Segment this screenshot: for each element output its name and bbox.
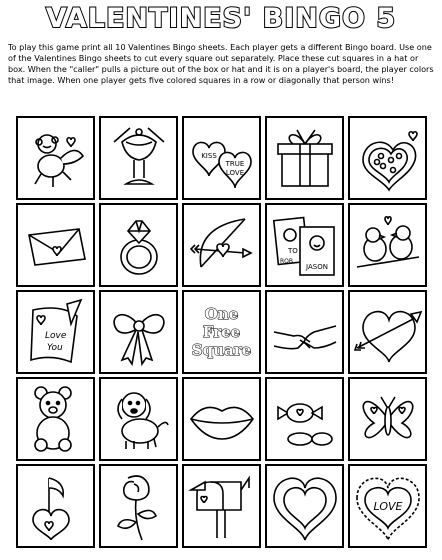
valentine-cards-icon — [270, 209, 340, 281]
wrapped-candy-icon — [270, 383, 340, 455]
lace-love-text: LOVE — [373, 500, 402, 513]
bow-and-arrow-icon — [187, 209, 257, 281]
puppy-icon — [104, 383, 174, 455]
free-square-line-2: Free — [202, 323, 241, 341]
bingo-square-candy-hearts[interactable] — [182, 116, 261, 200]
bingo-square-valentine-cards[interactable] — [265, 203, 344, 287]
lace-heart-love-icon — [353, 470, 423, 542]
bingo-square-handshake[interactable] — [265, 290, 344, 374]
bingo-square-puppy[interactable] — [99, 377, 178, 461]
cupid-icon — [21, 122, 91, 194]
bingo-board — [16, 116, 427, 548]
note-love-text: Love — [44, 331, 66, 341]
page-title: VALENTINES' BINGO 5 — [45, 3, 397, 34]
rose-icon — [104, 470, 174, 542]
bingo-square-envelope[interactable] — [16, 203, 95, 287]
diamond-ring-icon — [104, 209, 174, 281]
bingo-square-ring[interactable] — [99, 203, 178, 287]
love-text: LOVE — [225, 169, 244, 177]
ice-cream-sundae-icon — [104, 122, 174, 194]
teddy-bear-icon — [21, 383, 91, 455]
lips-icon — [187, 383, 257, 455]
bingo-square-mailbox[interactable] — [182, 464, 261, 548]
gift-box-icon — [270, 122, 340, 194]
kiss-text: KISS — [200, 152, 217, 160]
bingo-square-chocolate-box[interactable] — [348, 116, 427, 200]
instructions-text: To play this game print all 10 Valentines Bingo sheets. Each player gets a different Bingo board. Use one of the Valentines Bingo sheets to cut every square out separately. Place these cut squares in a hat or box. When the "caller" pulls a picture out of the box or hat and it is on a player's board, the player colors that image. When one player gets five colored squares in a row or diagonally that person wins! — [8, 42, 434, 85]
bingo-square-bow-arrow[interactable] — [182, 203, 261, 287]
butterfly-icon — [353, 383, 423, 455]
free-square-line-1: One — [204, 305, 239, 323]
bingo-square-music-note[interactable] — [16, 464, 95, 548]
ribbon-bow-icon — [104, 296, 174, 368]
envelope-icon — [21, 209, 91, 281]
candy-hearts-icon — [187, 122, 257, 194]
bingo-square-gift[interactable] — [265, 116, 344, 200]
free-square-line-3: Square — [191, 341, 252, 359]
bingo-square-lace-heart[interactable] — [348, 464, 427, 548]
love-birds-icon — [353, 209, 423, 281]
card-to-text: TO — [287, 247, 298, 255]
bingo-square-ribbon-bow[interactable] — [99, 290, 178, 374]
bingo-square-love-note[interactable] — [16, 290, 95, 374]
bingo-square-nested-hearts[interactable] — [265, 464, 344, 548]
free-square-text — [192, 305, 251, 359]
true-text: TRUE — [225, 160, 244, 168]
bingo-square-free[interactable] — [182, 290, 261, 374]
love-you-note-icon — [21, 296, 91, 368]
holding-hands-icon — [270, 296, 340, 368]
heart-chocolate-box-icon — [353, 122, 423, 194]
bingo-square-ice-cream[interactable] — [99, 116, 178, 200]
card-jason-text: JASON — [305, 263, 328, 271]
bingo-square-teddy-bear[interactable] — [16, 377, 95, 461]
bingo-square-love-birds[interactable] — [348, 203, 427, 287]
nested-hearts-icon — [270, 470, 340, 542]
bingo-square-cupid[interactable] — [16, 116, 95, 200]
bingo-square-rose[interactable] — [99, 464, 178, 548]
music-note-heart-icon — [21, 470, 91, 542]
bingo-square-lips[interactable] — [182, 377, 261, 461]
bingo-square-wrapped-candy[interactable] — [265, 377, 344, 461]
heart-with-arrow-icon — [353, 296, 423, 368]
card-rob-text: ROB — [279, 258, 293, 265]
note-you-text: You — [46, 343, 63, 353]
bingo-square-heart-arrow[interactable] — [348, 290, 427, 374]
mailbox-icon — [187, 470, 257, 542]
bingo-square-butterfly[interactable] — [348, 377, 427, 461]
